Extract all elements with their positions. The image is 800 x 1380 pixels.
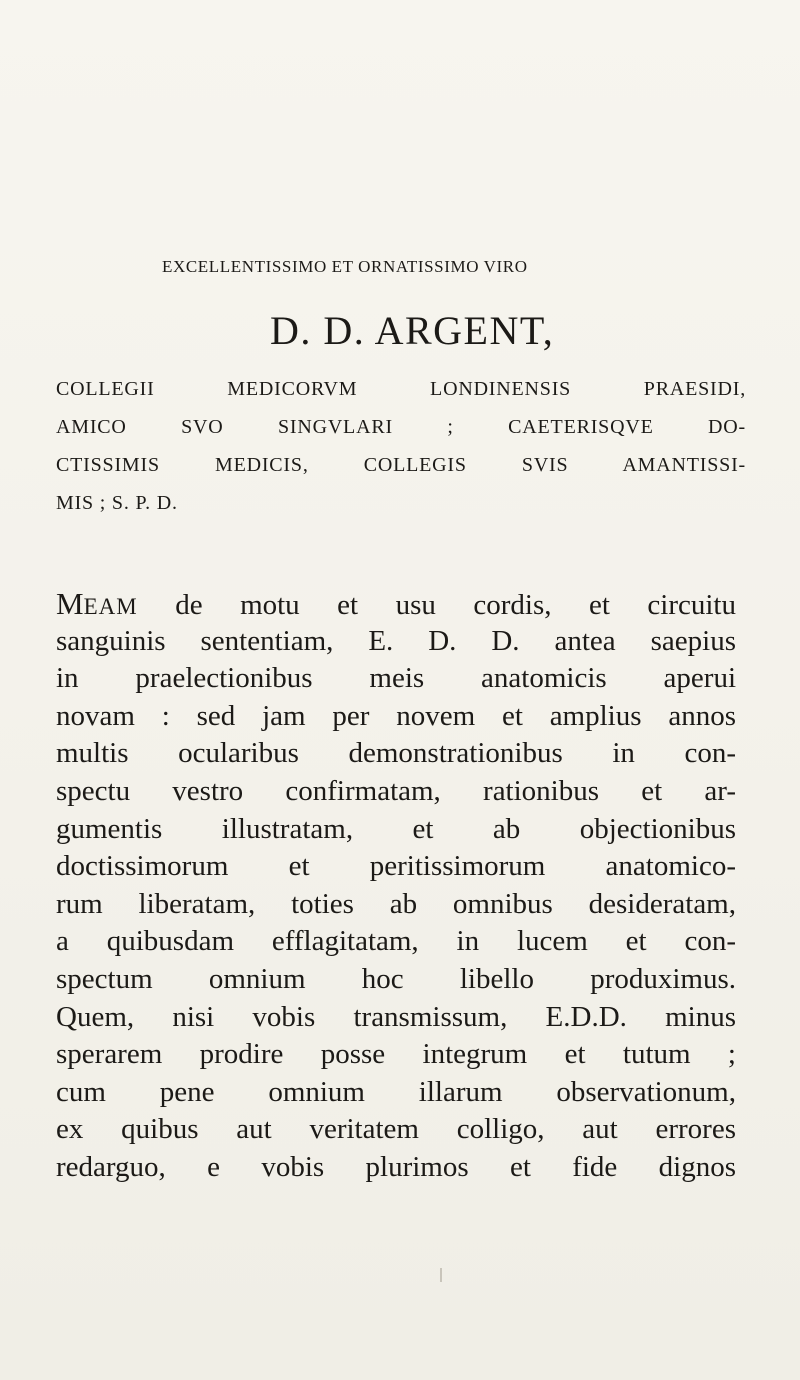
body-line: novam : sed jam per novem et amplius annos — [56, 699, 736, 732]
small-caps-rest: EAM — [83, 594, 138, 619]
body-line: multis ocularibus demonstrationibus in con- — [56, 737, 736, 770]
paper-speck — [440, 1268, 442, 1282]
body-line: sanguinis sententiam, E. D. D. antea saepius — [56, 624, 736, 657]
body-line: sperarem prodire posse integrum et tutum ; — [56, 1038, 736, 1071]
address-line: CTISSIMIS MEDICIS, COLLEGIS SVIS AMANTISSI- — [56, 454, 746, 476]
address-line: MIS ; S. P. D. — [56, 492, 178, 514]
body-line: ex quibus aut veritatem colligo, aut errores — [56, 1113, 736, 1146]
body-line: in praelectionibus meis anatomicis aperui — [56, 662, 736, 695]
dedicatee-name: D. D. ARGENT, — [270, 308, 555, 353]
small-caps-initial: M — [56, 586, 84, 621]
body-line: a quibusdam efflagitatam, in lucem et con- — [56, 925, 736, 958]
body-line-first — [56, 585, 736, 623]
dedication-heading: EXCELLENTISSIMO ET ORNATISSIMO VIRO — [162, 257, 528, 276]
address-line: COLLEGII MEDICORVM LONDINENSIS PRAESIDI, — [56, 378, 746, 400]
address-line: AMICO SVO SINGVLARI ; CAETERISQVE DO- — [56, 416, 746, 438]
body-line: cum pene omnium illarum observationum, — [56, 1075, 736, 1108]
address-block — [56, 370, 746, 522]
body-line: Quem, nisi vobis transmissum, E.D.D. minus — [56, 1000, 736, 1033]
body-line: doctissimorum et peritissimorum anatomico- — [56, 850, 736, 883]
body-line: gumentis illustratam, et ab objectionibus — [56, 812, 736, 845]
body-line: spectum omnium hoc libello produximus. — [56, 962, 736, 995]
body-line: redarguo, e vobis plurimos et fide dignos — [56, 1150, 736, 1183]
body-line: rum liberatam, toties ab omnibus desideratam, — [56, 887, 736, 920]
body-paragraph — [56, 585, 736, 1187]
first-line-text: de motu et usu cordis, et circuitu — [137, 589, 736, 621]
body-line: spectu vestro confirmatam, rationibus et ar- — [56, 774, 736, 807]
